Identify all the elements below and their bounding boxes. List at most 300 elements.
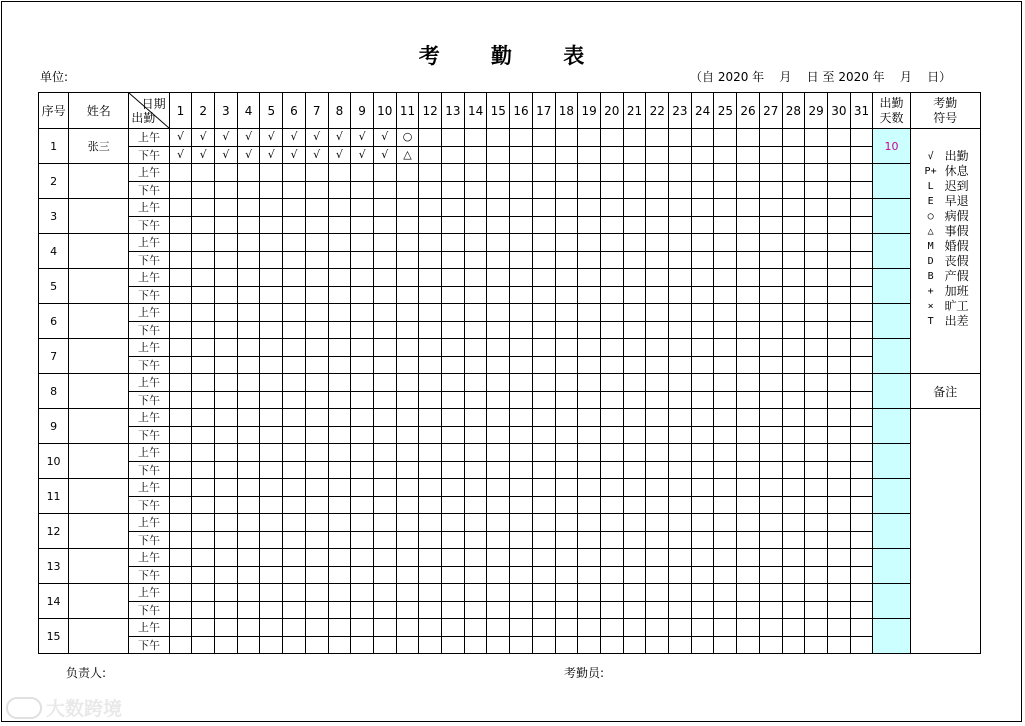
day-cell[interactable] (578, 199, 601, 217)
day-cell[interactable] (759, 601, 782, 619)
day-cell[interactable] (351, 566, 374, 584)
day-cell[interactable] (464, 549, 487, 567)
day-cell[interactable] (260, 566, 283, 584)
day-cell[interactable] (328, 269, 351, 287)
row-name[interactable] (69, 409, 129, 444)
day-cell[interactable] (169, 549, 192, 567)
day-cell[interactable] (192, 496, 215, 514)
day-cell[interactable] (510, 444, 533, 462)
day-cell[interactable] (532, 304, 555, 322)
day-cell[interactable] (260, 234, 283, 252)
day-cell[interactable] (237, 164, 260, 182)
day-cell[interactable] (283, 374, 306, 392)
day-cell[interactable] (578, 129, 601, 147)
day-cell[interactable] (169, 251, 192, 269)
day-cell[interactable] (623, 234, 646, 252)
day-cell[interactable] (669, 304, 692, 322)
day-cell[interactable] (192, 269, 215, 287)
day-cell[interactable] (464, 601, 487, 619)
day-cell[interactable] (623, 321, 646, 339)
day-cell[interactable] (600, 199, 623, 217)
day-cell[interactable] (169, 531, 192, 549)
day-cell[interactable]: √ (283, 129, 306, 147)
day-cell[interactable] (691, 146, 714, 164)
day-cell[interactable] (237, 199, 260, 217)
day-cell[interactable] (192, 566, 215, 584)
day-cell[interactable] (623, 409, 646, 427)
day-cell[interactable] (737, 251, 760, 269)
day-cell[interactable] (555, 444, 578, 462)
day-cell[interactable] (759, 146, 782, 164)
day-cell[interactable] (714, 129, 737, 147)
day-cell[interactable] (260, 584, 283, 602)
day-cell[interactable] (782, 216, 805, 234)
day-cell[interactable] (850, 129, 873, 147)
day-cell[interactable] (305, 164, 328, 182)
day-cell[interactable] (646, 286, 669, 304)
day-cell[interactable] (714, 356, 737, 374)
day-cell[interactable] (828, 339, 851, 357)
day-cell[interactable] (714, 251, 737, 269)
day-cell[interactable] (805, 531, 828, 549)
day-cell[interactable] (623, 426, 646, 444)
day-cell[interactable] (169, 479, 192, 497)
day-cell[interactable] (419, 129, 442, 147)
day-cell[interactable] (532, 199, 555, 217)
day-cell[interactable] (600, 444, 623, 462)
day-cell[interactable] (669, 461, 692, 479)
day-cell[interactable] (555, 566, 578, 584)
day-cell[interactable] (737, 234, 760, 252)
day-cell[interactable] (555, 321, 578, 339)
row-name[interactable] (69, 339, 129, 374)
day-cell[interactable] (623, 374, 646, 392)
day-cell[interactable] (669, 234, 692, 252)
day-cell[interactable] (850, 374, 873, 392)
day-cell[interactable] (691, 339, 714, 357)
day-cell[interactable] (351, 181, 374, 199)
day-cell[interactable] (373, 636, 396, 654)
day-cell[interactable] (850, 251, 873, 269)
day-cell[interactable] (215, 549, 238, 567)
day-cell[interactable] (237, 321, 260, 339)
day-cell[interactable] (351, 601, 374, 619)
day-cell[interactable] (351, 216, 374, 234)
day-cell[interactable] (691, 549, 714, 567)
day-cell[interactable]: √ (237, 129, 260, 147)
day-cell[interactable] (782, 269, 805, 287)
day-cell[interactable] (464, 444, 487, 462)
day-cell[interactable] (487, 601, 510, 619)
day-cell[interactable] (805, 164, 828, 182)
day-cell[interactable] (578, 444, 601, 462)
day-cell[interactable] (169, 234, 192, 252)
day-cell[interactable] (828, 321, 851, 339)
day-cell[interactable] (555, 129, 578, 147)
day-cell[interactable] (669, 619, 692, 637)
day-cell[interactable] (464, 531, 487, 549)
day-cell[interactable] (782, 304, 805, 322)
day-cell[interactable] (305, 234, 328, 252)
day-cell[interactable] (351, 619, 374, 637)
day-cell[interactable] (600, 426, 623, 444)
day-cell[interactable] (396, 164, 419, 182)
day-cell[interactable] (782, 601, 805, 619)
day-cell[interactable] (600, 321, 623, 339)
day-cell[interactable] (623, 601, 646, 619)
day-cell[interactable] (192, 304, 215, 322)
day-cell[interactable] (373, 584, 396, 602)
day-cell[interactable]: √ (169, 129, 192, 147)
day-cell[interactable] (669, 426, 692, 444)
day-cell[interactable] (669, 514, 692, 532)
day-cell[interactable] (192, 199, 215, 217)
attendance-days-cell[interactable] (873, 619, 910, 654)
day-cell[interactable] (442, 356, 465, 374)
day-cell[interactable] (169, 636, 192, 654)
day-cell[interactable] (464, 619, 487, 637)
day-cell[interactable] (351, 234, 374, 252)
day-cell[interactable] (828, 391, 851, 409)
day-cell[interactable] (351, 636, 374, 654)
day-cell[interactable] (600, 496, 623, 514)
day-cell[interactable] (578, 584, 601, 602)
day-cell[interactable] (487, 444, 510, 462)
day-cell[interactable] (305, 356, 328, 374)
day-cell[interactable] (555, 251, 578, 269)
day-cell[interactable] (714, 426, 737, 444)
day-cell[interactable] (260, 269, 283, 287)
day-cell[interactable] (714, 531, 737, 549)
day-cell[interactable] (532, 129, 555, 147)
day-cell[interactable] (828, 549, 851, 567)
day-cell[interactable] (578, 391, 601, 409)
day-cell[interactable] (215, 181, 238, 199)
day-cell[interactable] (759, 374, 782, 392)
day-cell[interactable] (419, 216, 442, 234)
day-cell[interactable] (510, 321, 533, 339)
day-cell[interactable] (260, 601, 283, 619)
day-cell[interactable] (283, 479, 306, 497)
day-cell[interactable] (600, 409, 623, 427)
day-cell[interactable] (782, 251, 805, 269)
day-cell[interactable] (510, 356, 533, 374)
day-cell[interactable] (442, 269, 465, 287)
day-cell[interactable] (759, 129, 782, 147)
day-cell[interactable] (850, 531, 873, 549)
day-cell[interactable] (600, 251, 623, 269)
day-cell[interactable] (532, 426, 555, 444)
day-cell[interactable] (782, 374, 805, 392)
day-cell[interactable] (600, 234, 623, 252)
day-cell[interactable] (805, 339, 828, 357)
row-name[interactable] (69, 514, 129, 549)
day-cell[interactable] (328, 391, 351, 409)
day-cell[interactable] (623, 251, 646, 269)
day-cell[interactable] (782, 444, 805, 462)
day-cell[interactable] (215, 356, 238, 374)
day-cell[interactable] (805, 321, 828, 339)
day-cell[interactable] (373, 181, 396, 199)
attendance-days-cell[interactable] (873, 584, 910, 619)
day-cell[interactable] (351, 549, 374, 567)
day-cell[interactable] (373, 199, 396, 217)
day-cell[interactable] (373, 269, 396, 287)
day-cell[interactable] (828, 444, 851, 462)
day-cell[interactable] (600, 129, 623, 147)
day-cell[interactable] (782, 409, 805, 427)
day-cell[interactable] (373, 426, 396, 444)
day-cell[interactable] (759, 356, 782, 374)
day-cell[interactable] (850, 164, 873, 182)
day-cell[interactable] (850, 146, 873, 164)
day-cell[interactable] (532, 619, 555, 637)
day-cell[interactable] (782, 164, 805, 182)
day-cell[interactable] (442, 426, 465, 444)
day-cell[interactable] (419, 391, 442, 409)
attendance-days-cell[interactable] (873, 234, 910, 269)
day-cell[interactable] (328, 286, 351, 304)
day-cell[interactable] (396, 514, 419, 532)
day-cell[interactable] (419, 199, 442, 217)
day-cell[interactable] (510, 304, 533, 322)
day-cell[interactable] (305, 444, 328, 462)
day-cell[interactable] (419, 584, 442, 602)
day-cell[interactable] (759, 391, 782, 409)
day-cell[interactable] (396, 479, 419, 497)
day-cell[interactable] (192, 636, 215, 654)
day-cell[interactable] (850, 426, 873, 444)
day-cell[interactable] (215, 444, 238, 462)
day-cell[interactable] (737, 356, 760, 374)
day-cell[interactable] (419, 356, 442, 374)
day-cell[interactable] (691, 304, 714, 322)
day-cell[interactable] (646, 409, 669, 427)
day-cell[interactable] (396, 444, 419, 462)
day-cell[interactable] (828, 601, 851, 619)
day-cell[interactable] (759, 619, 782, 637)
day-cell[interactable] (464, 304, 487, 322)
day-cell[interactable] (532, 356, 555, 374)
day-cell[interactable] (623, 496, 646, 514)
day-cell[interactable] (442, 584, 465, 602)
day-cell[interactable] (578, 146, 601, 164)
day-cell[interactable] (442, 566, 465, 584)
day-cell[interactable] (510, 391, 533, 409)
day-cell[interactable] (442, 304, 465, 322)
day-cell[interactable] (850, 321, 873, 339)
day-cell[interactable] (464, 566, 487, 584)
day-cell[interactable] (373, 409, 396, 427)
day-cell[interactable] (737, 426, 760, 444)
day-cell[interactable] (782, 321, 805, 339)
day-cell[interactable] (737, 636, 760, 654)
day-cell[interactable] (805, 549, 828, 567)
day-cell[interactable]: √ (192, 129, 215, 147)
day-cell[interactable] (487, 286, 510, 304)
day-cell[interactable] (805, 566, 828, 584)
day-cell[interactable] (237, 339, 260, 357)
day-cell[interactable] (192, 549, 215, 567)
day-cell[interactable] (237, 619, 260, 637)
day-cell[interactable] (442, 181, 465, 199)
day-cell[interactable] (169, 181, 192, 199)
day-cell[interactable] (192, 164, 215, 182)
day-cell[interactable] (487, 339, 510, 357)
day-cell[interactable] (260, 199, 283, 217)
day-cell[interactable] (419, 409, 442, 427)
day-cell[interactable] (782, 584, 805, 602)
day-cell[interactable] (464, 461, 487, 479)
day-cell[interactable] (237, 549, 260, 567)
day-cell[interactable] (260, 251, 283, 269)
day-cell[interactable] (669, 601, 692, 619)
day-cell[interactable] (464, 199, 487, 217)
day-cell[interactable] (373, 164, 396, 182)
day-cell[interactable] (623, 461, 646, 479)
day-cell[interactable] (237, 531, 260, 549)
day-cell[interactable] (850, 479, 873, 497)
day-cell[interactable] (442, 286, 465, 304)
day-cell[interactable] (578, 619, 601, 637)
day-cell[interactable] (442, 619, 465, 637)
day-cell[interactable] (442, 514, 465, 532)
day-cell[interactable] (215, 321, 238, 339)
day-cell[interactable] (305, 601, 328, 619)
day-cell[interactable] (805, 444, 828, 462)
day-cell[interactable] (805, 181, 828, 199)
day-cell[interactable] (283, 409, 306, 427)
day-cell[interactable] (555, 514, 578, 532)
day-cell[interactable]: √ (328, 129, 351, 147)
day-cell[interactable] (714, 321, 737, 339)
day-cell[interactable] (192, 251, 215, 269)
day-cell[interactable] (305, 584, 328, 602)
day-cell[interactable] (578, 374, 601, 392)
day-cell[interactable] (215, 636, 238, 654)
day-cell[interactable] (215, 531, 238, 549)
day-cell[interactable] (328, 531, 351, 549)
day-cell[interactable] (328, 374, 351, 392)
day-cell[interactable] (237, 251, 260, 269)
day-cell[interactable] (169, 164, 192, 182)
day-cell[interactable] (646, 549, 669, 567)
day-cell[interactable] (600, 216, 623, 234)
day-cell[interactable] (510, 496, 533, 514)
day-cell[interactable] (555, 339, 578, 357)
day-cell[interactable] (283, 181, 306, 199)
day-cell[interactable] (759, 496, 782, 514)
day-cell[interactable] (555, 269, 578, 287)
day-cell[interactable] (532, 216, 555, 234)
day-cell[interactable] (578, 269, 601, 287)
day-cell[interactable] (759, 181, 782, 199)
day-cell[interactable] (487, 566, 510, 584)
day-cell[interactable] (600, 619, 623, 637)
day-cell[interactable] (215, 409, 238, 427)
day-cell[interactable] (464, 129, 487, 147)
day-cell[interactable] (578, 251, 601, 269)
row-name[interactable] (69, 199, 129, 234)
day-cell[interactable] (691, 619, 714, 637)
day-cell[interactable] (510, 514, 533, 532)
day-cell[interactable]: √ (351, 129, 374, 147)
day-cell[interactable] (578, 356, 601, 374)
day-cell[interactable] (328, 181, 351, 199)
day-cell[interactable] (623, 636, 646, 654)
day-cell[interactable] (487, 496, 510, 514)
day-cell[interactable] (169, 584, 192, 602)
day-cell[interactable] (532, 374, 555, 392)
day-cell[interactable] (328, 321, 351, 339)
day-cell[interactable] (805, 601, 828, 619)
day-cell[interactable] (555, 461, 578, 479)
day-cell[interactable] (510, 164, 533, 182)
day-cell[interactable] (646, 461, 669, 479)
day-cell[interactable] (805, 216, 828, 234)
day-cell[interactable] (351, 164, 374, 182)
day-cell[interactable] (510, 251, 533, 269)
day-cell[interactable] (532, 321, 555, 339)
day-cell[interactable] (373, 479, 396, 497)
day-cell[interactable] (850, 391, 873, 409)
day-cell[interactable] (419, 636, 442, 654)
day-cell[interactable]: △ (396, 146, 419, 164)
day-cell[interactable] (215, 584, 238, 602)
day-cell[interactable]: √ (260, 146, 283, 164)
day-cell[interactable] (850, 269, 873, 287)
day-cell[interactable] (578, 549, 601, 567)
day-cell[interactable] (578, 514, 601, 532)
day-cell[interactable] (328, 479, 351, 497)
day-cell[interactable] (510, 146, 533, 164)
row-name[interactable] (69, 549, 129, 584)
day-cell[interactable] (373, 601, 396, 619)
day-cell[interactable] (283, 461, 306, 479)
attendance-days-cell[interactable] (873, 549, 910, 584)
day-cell[interactable] (737, 164, 760, 182)
day-cell[interactable] (192, 339, 215, 357)
day-cell[interactable] (691, 496, 714, 514)
day-cell[interactable] (328, 339, 351, 357)
day-cell[interactable] (714, 234, 737, 252)
day-cell[interactable] (737, 374, 760, 392)
remarks-area[interactable] (910, 409, 980, 654)
day-cell[interactable] (192, 619, 215, 637)
day-cell[interactable] (850, 286, 873, 304)
day-cell[interactable] (805, 461, 828, 479)
day-cell[interactable] (373, 496, 396, 514)
day-cell[interactable] (759, 234, 782, 252)
day-cell[interactable] (487, 374, 510, 392)
day-cell[interactable] (487, 199, 510, 217)
day-cell[interactable] (192, 426, 215, 444)
day-cell[interactable] (782, 286, 805, 304)
day-cell[interactable] (805, 636, 828, 654)
day-cell[interactable] (691, 601, 714, 619)
day-cell[interactable] (850, 444, 873, 462)
day-cell[interactable] (759, 444, 782, 462)
day-cell[interactable] (782, 531, 805, 549)
day-cell[interactable] (805, 304, 828, 322)
day-cell[interactable] (419, 444, 442, 462)
attendance-days-cell[interactable] (873, 269, 910, 304)
day-cell[interactable] (600, 549, 623, 567)
day-cell[interactable] (805, 391, 828, 409)
day-cell[interactable] (328, 199, 351, 217)
day-cell[interactable] (305, 216, 328, 234)
day-cell[interactable] (555, 199, 578, 217)
